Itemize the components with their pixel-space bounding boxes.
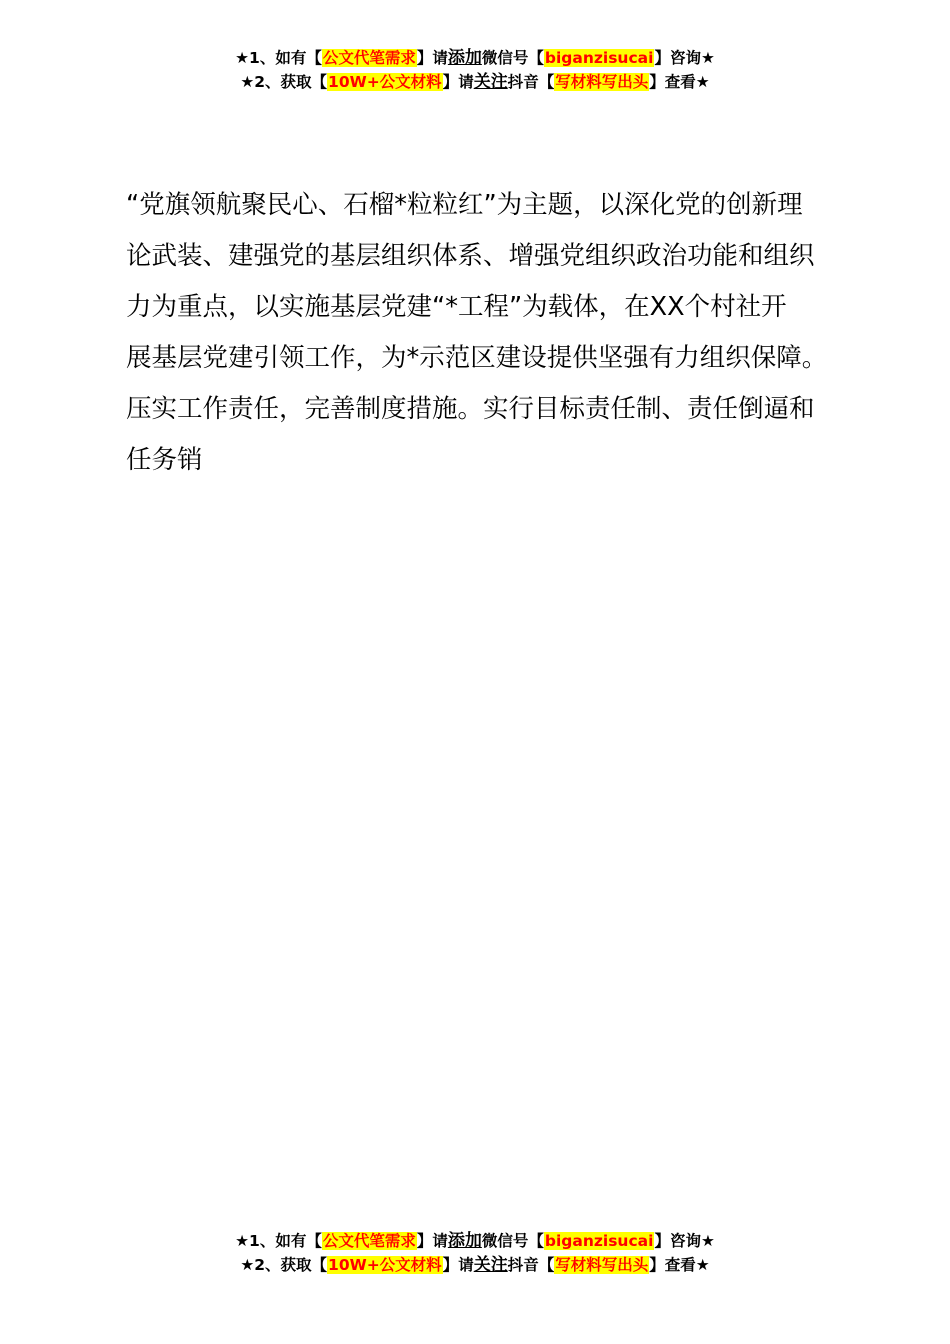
footer-line-2-highlight-materials: 10W+公文材料 — [328, 1256, 442, 1274]
footer-line-1-text-2: 微信号【 — [481, 1232, 544, 1250]
footer-line-2-highlight-douyin: 写材料写出头 — [555, 1256, 649, 1274]
header-line-1-text: 】请 — [416, 49, 448, 67]
body-line: 力为重点，以实施基层党建“*工程”为载体，在XX个村社开 — [126, 292, 787, 322]
body-line: “党旗领航聚民心、石榴*粒粒红”为主题，以深化党的创新理 — [126, 190, 803, 220]
footer-line-1-suffix: 】咨询★ — [654, 1232, 715, 1250]
footer-banner — [0, 1229, 950, 1277]
footer-line-2-text-2: 抖音【 — [507, 1256, 555, 1274]
footer-line-1-underlined: 添加 — [447, 1231, 482, 1251]
header-line-2-underlined: 关注 — [473, 72, 508, 92]
body-line: 任务销 — [126, 445, 203, 475]
footer-line-2-prefix: ★2、获取【 — [240, 1256, 328, 1274]
header-line-2-highlight-douyin: 写材料写出头 — [555, 73, 649, 91]
footer-line-2 — [0, 1253, 950, 1277]
header-line-1 — [0, 46, 950, 70]
header-line-2-text: 】请 — [442, 73, 474, 91]
header-line-1-text-2: 微信号【 — [481, 49, 544, 67]
header-line-2 — [0, 70, 950, 94]
header-line-1-highlight-wechat-id: biganzisucai — [544, 49, 654, 67]
header-line-1-suffix: 】咨询★ — [654, 49, 715, 67]
header-line-1-prefix: ★1、如有【 — [235, 49, 322, 67]
footer-line-2-text: 】请 — [442, 1256, 474, 1274]
footer-line-2-suffix: 】查看★ — [649, 1256, 710, 1274]
body-line: 展基层党建引领工作，为*示范区建设提供坚强有力组织保障。 — [126, 343, 828, 373]
header-line-2-highlight-materials: 10W+公文材料 — [328, 73, 442, 91]
header-line-2-text-2: 抖音【 — [507, 73, 555, 91]
document-body — [126, 180, 836, 486]
header-banner — [0, 46, 950, 94]
header-line-2-suffix: 】查看★ — [649, 73, 710, 91]
footer-line-1 — [0, 1229, 950, 1253]
footer-line-1-text: 】请 — [416, 1232, 448, 1250]
footer-line-1-highlight-wechat-id: biganzisucai — [544, 1232, 654, 1250]
header-line-1-underlined: 添加 — [447, 48, 482, 68]
footer-line-1-highlight-service: 公文代笔需求 — [322, 1232, 416, 1250]
body-line: 论武装、建强党的基层组织体系、增强党组织政治功能和组织 — [126, 241, 815, 271]
body-line: 压实工作责任，完善制度措施。实行目标责任制、责任倒逼和 — [126, 394, 815, 424]
header-line-2-prefix: ★2、获取【 — [240, 73, 328, 91]
footer-line-2-underlined: 关注 — [473, 1255, 508, 1275]
header-line-1-highlight-service: 公文代笔需求 — [322, 49, 416, 67]
footer-line-1-prefix: ★1、如有【 — [235, 1232, 322, 1250]
